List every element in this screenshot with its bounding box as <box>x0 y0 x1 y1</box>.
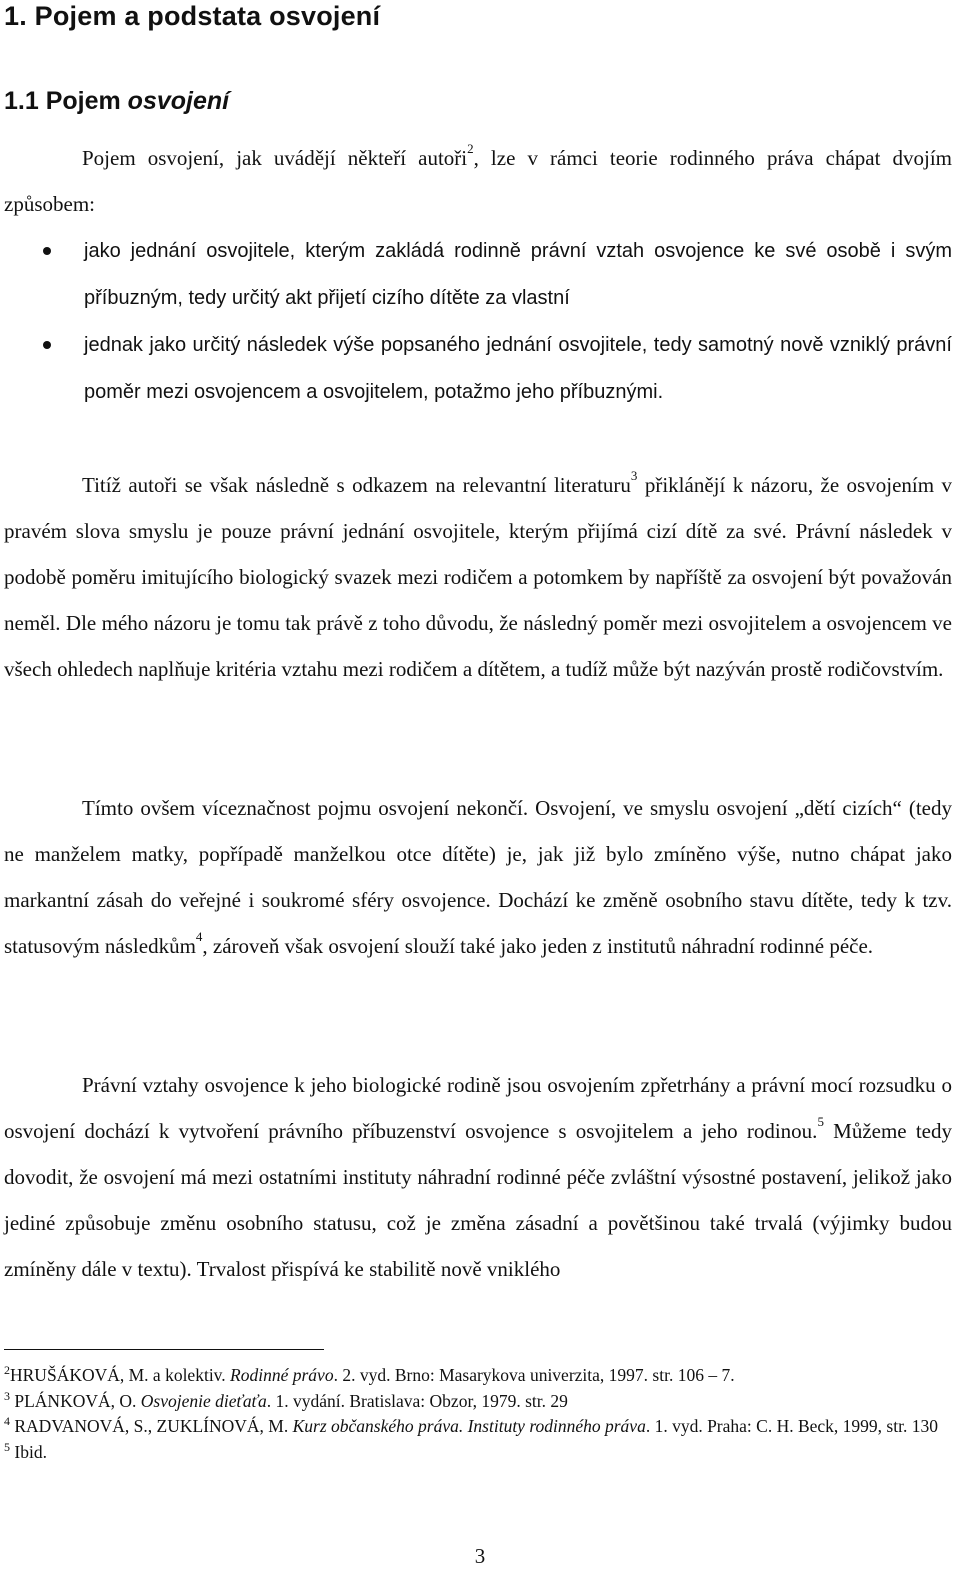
footnote-ref-5: 5 <box>817 1114 824 1129</box>
footnote-ref-3: 3 <box>630 468 638 483</box>
paragraph-intro-text: Pojem osvojení, jak uvádějí někteří autoři <box>82 146 468 170</box>
footnote-details: . 2. vyd. Brno: Masarykova univerzita, 1997. str. 106 – 7. <box>333 1365 735 1385</box>
footnote-number: 5 <box>4 1439 10 1454</box>
footnote <box>4 1440 952 1466</box>
footnote-authors: PLÁNKOVÁ, O. <box>10 1390 141 1411</box>
paragraph-authors-view <box>4 462 952 692</box>
paragraph-intro-rest: , lze v rámci teorie rodinného práva chápat dvojím způsobem: <box>4 146 952 216</box>
definition-list <box>4 228 952 416</box>
bullet-icon <box>43 341 51 349</box>
list-item <box>4 322 952 416</box>
footnote-divider <box>4 1349 324 1350</box>
paragraph-text: Můžeme tedy dovodit, že osvojení má mezi ostatními instituty náhradní rodinné péče zvláštní výsostné postavení, jelikož jako jediné způsobuje změnu osobního statusu, což je změna zásadní a povětšinou také trvalá (výjimky budou zmíněny dále v textu). Trvalost přispívá ke stabilitě nově vniklého <box>4 1119 952 1281</box>
footnote <box>4 1389 952 1415</box>
footnote-authors: Ibid. <box>10 1441 47 1462</box>
footnotes <box>4 1363 952 1465</box>
list-item-text: jako jednání osvojitele, kterým zakládá rodinně právní vztah osvojence ke své osobě i svým příbuzným, tedy určitý akt přijetí cizího dítěte za vlastní <box>84 240 952 309</box>
footnote-ref-4: 4 <box>195 929 203 944</box>
section-heading <box>4 85 229 117</box>
list-item <box>4 228 952 322</box>
footnote-title: Rodinné právo <box>230 1365 334 1385</box>
bullet-icon <box>43 247 51 255</box>
paragraph-text: Právní vztahy osvojence k jeho biologické rodině jsou osvojením zpřetrhány a právní mocí rozsudku o osvojení dochází k vytvoření právního příbuzenství osvojence s osvojitelem a jeho rodinou. <box>4 1073 952 1143</box>
footnote-details: . 1. vydání. Bratislava: Obzor, 1979. str. 29 <box>266 1390 568 1411</box>
footnote-authors: RADVANOVÁ, S., ZUKLÍNOVÁ, M. <box>10 1416 293 1436</box>
section-heading-prefix: 1.1 Pojem <box>4 87 128 115</box>
list-item-text: jednak jako určitý následek výše popsaného jednání osvojitele, tedy samotný nově vzniklý právní poměr mezi osvojencem a osvojitelem, potažmo jeho příbuznými. <box>84 334 952 403</box>
paragraph-text: přiklánějí k názoru, že osvojením v pravém slova smyslu je pouze právní jednání osvojitele, kterým přijímá cizí dítě za své. Právní následek v podobě poměru imitujícího biologický svazek mezi rodičem a potomkem by napříště za osvojení být považován neměl. Dle mého názoru je tomu tak právě z toho důvodu, že následný poměr mezi osvojitelem a osvojencem ve všech ohledech naplňuje kritéria vztahu mezi rodičem a dítětem, a tudíž může být nazýván prostě rodičovstvím. <box>4 473 952 681</box>
paragraph-text: Titíž autoři se však následně s odkazem na relevantní literaturu <box>82 473 631 497</box>
paragraph-ambiguity <box>4 785 952 969</box>
chapter-heading: 1. Pojem a podstata osvojení <box>4 1 381 31</box>
footnote-number: 3 <box>4 1388 10 1403</box>
section-heading-emphasis: osvojení <box>127 87 230 115</box>
footnote-authors: HRUŠÁKOVÁ, M. a kolektiv. <box>10 1365 231 1385</box>
paragraph-text: , zároveň však osvojení slouží také jako jeden z institutů náhradní rodinné péče. <box>202 934 874 958</box>
footnote-ref-2: 2 <box>467 141 474 156</box>
footnote <box>4 1414 952 1440</box>
footnote-details: . 1. vyd. Praha: C. H. Beck, 1999, str. 130 <box>645 1416 938 1436</box>
footnote-number: 2 <box>4 1363 10 1377</box>
paragraph-intro <box>4 135 952 227</box>
paragraph-text: Tímto ovšem víceznačnost pojmu osvojení nekončí. Osvojení, ve smyslu osvojení „dětí cizích“ (tedy ne manželem matky, popřípadě manželkou otce dítěte) je, jak již bylo zmíněno výše, nutno chápat jako markantní zásah do veřejné i soukromé sféry osvojence. Dochází ke změně osobního stavu dítěte, tedy k tzv. statusovým následkům <box>4 796 952 958</box>
footnote <box>4 1363 952 1389</box>
paragraph-legal-relations <box>4 1062 952 1292</box>
page-number: 3 <box>474 1544 486 1568</box>
footnote-number: 4 <box>4 1414 10 1428</box>
footnote-title: Osvojenie dieťaťa <box>140 1390 267 1411</box>
footnote-title: Kurz občanského práva. Instituty rodinného práva <box>292 1416 646 1436</box>
